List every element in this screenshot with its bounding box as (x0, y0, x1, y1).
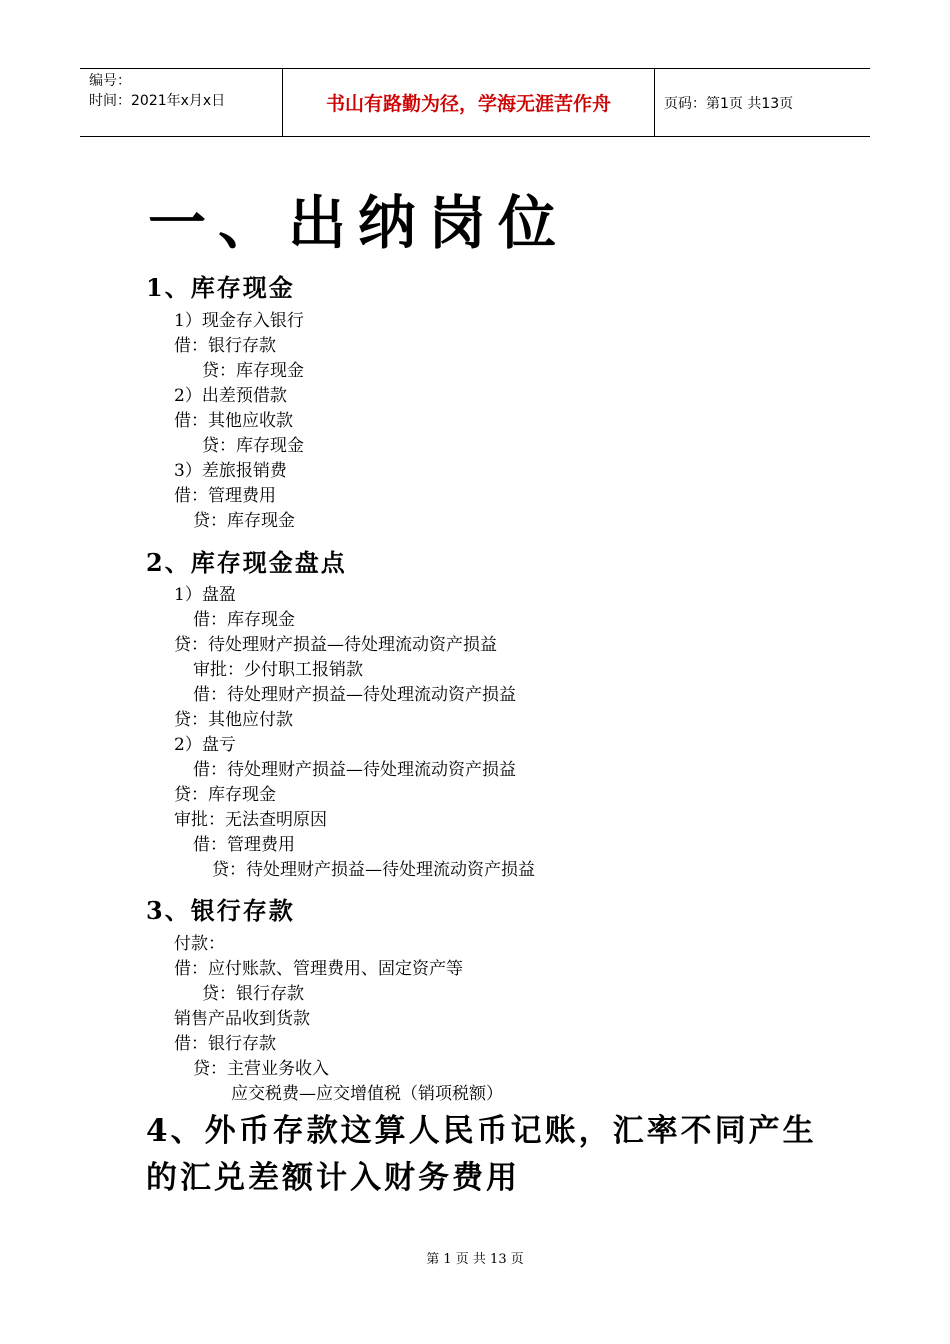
section-heading-1: 1、库存现金 (146, 273, 295, 302)
section-heading-4: 4、外币存款这算人民币记账，汇率不同产生的汇兑差额计入财务费用 (146, 1113, 817, 1196)
entry-line: 贷：库存现金 (202, 436, 304, 456)
entry-line: 贷：待处理财产损益—待处理流动资产损益 (174, 635, 497, 655)
time-label: 时间：2021年x月x日 (89, 93, 226, 109)
entry-line: 2）出差预借款 (174, 386, 287, 406)
entry-line: 借：待处理财产损益—待处理流动资产损益 (193, 760, 516, 780)
header-left-cell (80, 69, 283, 136)
motto: 书山有路勤为径，学海无涯苦作舟 (283, 69, 655, 136)
entry-line: 借：其他应收款 (174, 411, 293, 431)
page-info: 页码：第1页 共13页 (664, 95, 794, 112)
entry-line: 销售产品收到货款 (174, 1009, 310, 1029)
entry-line: 借：管理费用 (174, 486, 276, 506)
number-label: 编号： (89, 73, 131, 89)
page-title: 一、出纳岗位 (148, 189, 569, 257)
entry-line: 1）盘盈 (174, 585, 236, 605)
entry-line: 贷：待处理财产损益—待处理流动资产损益 (212, 860, 535, 880)
section-heading-2: 2、库存现金盘点 (146, 548, 347, 577)
entry-line: 贷：库存现金 (193, 511, 295, 531)
entry-line: 1）现金存入银行 (174, 311, 304, 331)
entry-line: 应交税费—应交增值税（销项税额） (231, 1084, 503, 1104)
header-table (80, 68, 870, 137)
entry-line: 借：银行存款 (174, 1034, 276, 1054)
entry-line: 借：银行存款 (174, 336, 276, 356)
entry-line: 借：待处理财产损益—待处理流动资产损益 (193, 685, 516, 705)
entry-line: 贷：银行存款 (202, 984, 304, 1004)
entry-line: 3）差旅报销费 (174, 461, 287, 481)
entry-line: 审批：少付职工报销款 (193, 660, 363, 680)
entry-line: 借：库存现金 (193, 610, 295, 630)
entry-line: 借：应付账款、管理费用、固定资产等 (174, 959, 463, 979)
entry-line: 贷：库存现金 (202, 361, 304, 381)
entry-line: 审批：无法查明原因 (174, 810, 327, 830)
entry-line: 贷：其他应付款 (174, 710, 293, 730)
entry-line: 贷：库存现金 (174, 785, 276, 805)
section-heading-3: 3、银行存款 (146, 896, 295, 925)
entry-line: 贷：主营业务收入 (193, 1059, 329, 1079)
entry-line: 付款： (174, 934, 225, 954)
entry-line: 借：管理费用 (193, 835, 295, 855)
entry-line: 2）盘亏 (174, 735, 236, 755)
page-footer: 第 1 页 共 13 页 (426, 1252, 524, 1267)
